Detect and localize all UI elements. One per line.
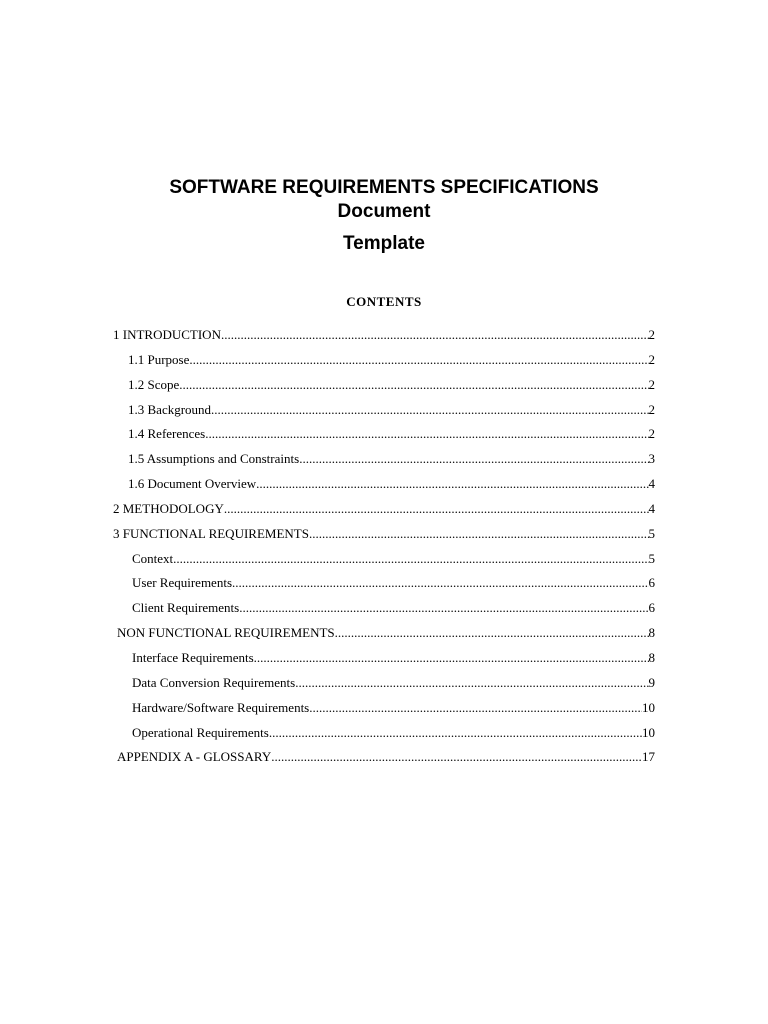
toc-entry-page-number: 10 <box>642 699 655 715</box>
toc-dot-leader <box>256 472 648 497</box>
toc-entry-page-number: 2 <box>648 401 655 417</box>
toc-dot-leader <box>299 447 648 472</box>
toc-entry-page-number: 8 <box>648 649 655 665</box>
toc-dot-leader <box>239 596 648 621</box>
toc-dot-leader <box>173 547 648 572</box>
toc-entry-label: 1.5 Assumptions and Constraints <box>128 451 300 467</box>
toc-dot-leader <box>211 398 648 423</box>
toc-entry-label: 1.1 Purpose <box>128 351 190 367</box>
toc-entry-page-number: 8 <box>648 625 655 641</box>
toc-entry[interactable] <box>113 646 655 671</box>
toc-entry[interactable] <box>113 323 655 348</box>
toc-entry-page-number: 2 <box>648 376 655 392</box>
toc-dot-leader <box>221 323 649 348</box>
toc-dot-leader <box>269 721 642 746</box>
toc-entry[interactable] <box>113 671 655 696</box>
toc-entry-label: 1.3 Background <box>128 401 212 417</box>
toc-dot-leader <box>205 422 648 447</box>
toc-entry-page-number: 2 <box>648 327 655 342</box>
toc-entry-label: 1.4 References <box>128 426 206 442</box>
toc-entry-page-number: 3 <box>648 451 655 467</box>
toc-entry[interactable] <box>113 497 655 522</box>
toc-entry-label: Client Requirements <box>132 600 240 616</box>
toc-entry-label: 1 INTRODUCTION <box>113 327 221 342</box>
toc-dot-leader <box>335 621 649 646</box>
toc-entry-label: User Requirements <box>132 575 233 591</box>
contents-heading: CONTENTS <box>346 294 422 309</box>
toc-entry-page-number: 17 <box>642 749 655 765</box>
title-line-document: Document <box>337 201 431 222</box>
toc-entry-label: Data Conversion Requirements <box>132 674 296 690</box>
toc-dot-leader <box>295 671 648 696</box>
toc-entry-label: Context <box>132 550 174 566</box>
toc-entry-page-number: 9 <box>648 674 655 690</box>
toc-entry-label: 1.2 Scope <box>128 376 180 392</box>
toc-entry-label: Operational Requirements <box>132 724 269 740</box>
toc-entry-label: APPENDIX A - GLOSSARY <box>117 749 272 765</box>
toc-entry[interactable] <box>113 373 655 398</box>
document-title <box>0 176 768 256</box>
toc-entry-page-number: 4 <box>648 476 655 492</box>
toc-entry-page-number: 4 <box>648 500 655 516</box>
toc-entry-page-number: 6 <box>648 600 655 616</box>
toc-entry[interactable] <box>113 348 655 373</box>
toc-entry[interactable] <box>113 547 655 572</box>
toc-entry[interactable] <box>113 571 655 596</box>
toc-dot-leader <box>271 745 642 770</box>
toc-entry[interactable] <box>113 447 655 472</box>
toc-entry-label: 3 FUNCTIONAL REQUIREMENTS <box>113 525 309 541</box>
toc-entry-label: Hardware/Software Requirements <box>132 699 310 715</box>
toc-entry-page-number: 5 <box>648 550 655 566</box>
toc-entry-page-number: 5 <box>648 525 655 541</box>
toc-entry[interactable] <box>113 422 655 447</box>
toc-dot-leader <box>232 571 648 596</box>
toc-entry[interactable] <box>113 398 655 423</box>
toc-dot-leader <box>254 646 649 671</box>
title-line-template: Template <box>342 233 425 254</box>
toc-entry-label: NON FUNCTIONAL REQUIREMENTS <box>117 625 335 641</box>
toc-entry-label: 2 METHODOLOGY <box>113 500 224 516</box>
toc-entry[interactable] <box>113 522 655 547</box>
toc-entry-label: Interface Requirements <box>132 649 254 665</box>
toc-entry[interactable] <box>113 696 655 721</box>
toc-dot-leader <box>189 348 648 373</box>
toc-entry[interactable] <box>113 745 655 770</box>
toc-dot-leader <box>224 497 649 522</box>
toc-entry-page-number: 6 <box>648 575 655 591</box>
toc-entry-page-number: 2 <box>648 351 655 367</box>
toc-entry[interactable] <box>113 596 655 621</box>
toc-entry-label: 1.6 Document Overview <box>128 476 257 492</box>
toc-entry[interactable] <box>113 472 655 497</box>
toc-entry[interactable] <box>113 721 655 746</box>
toc-dot-leader <box>309 522 649 547</box>
toc-dot-leader <box>309 696 642 721</box>
toc-entry-page-number: 2 <box>648 426 655 442</box>
toc-entry[interactable] <box>113 621 655 646</box>
table-of-contents <box>113 323 655 770</box>
toc-entry-page-number: 10 <box>642 724 655 740</box>
toc-dot-leader <box>179 373 648 398</box>
title-line-main: SOFTWARE REQUIREMENTS SPECIFICATIONS <box>169 177 599 198</box>
